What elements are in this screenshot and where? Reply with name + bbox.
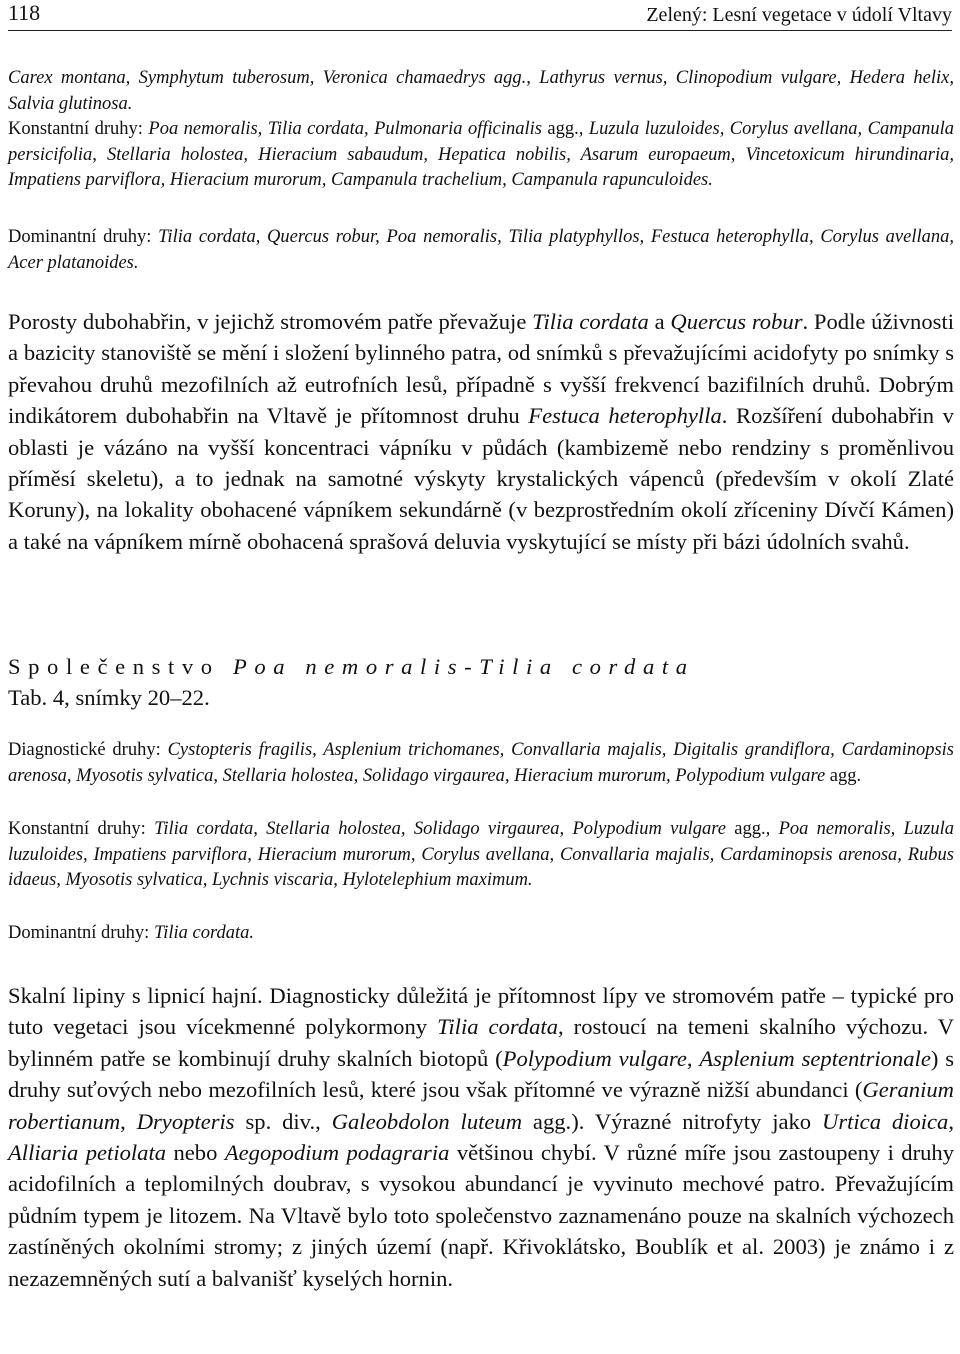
- constant-species-names: Tilia cordata, Stellaria holostea, Solidago virgaurea, Polypodium vulgare: [154, 819, 726, 839]
- species-name: Festuca heterophylla: [528, 403, 722, 429]
- text-run: ) s druhy suťových nebo mezofilních lesů, které jsou však přítomné ve výrazně nižší abundanci (: [8, 1045, 955, 1103]
- diagnostic-species-tail: Carex montana, Symphytum tuberosum, Veronica chamaedrys agg., Lathyrus vernus, Clinopodium vulgare, Hedera helix, Salvia glutinosa.: [8, 68, 954, 114]
- text-run: sp. div.,: [234, 1108, 332, 1134]
- dominant-species-names: Tilia cordata.: [153, 923, 254, 943]
- text-run: . Podle úživnosti a bazicity stanoviště se mění i složení bylinného patra, od snímků s převažujícími acidofyty po snímky s převahou druhů mezofilních až eutrofních lesů, případně s vyšší frekvencí bazifilních druhů. Dobrým indikátorem dubohabřin na Vltavě je přítomnost druhu: [8, 309, 954, 429]
- text-run: agg.). Výrazné nitrofyty jako: [522, 1108, 822, 1134]
- constant-species-names-more: , Luzula luzuloides, Corylus avellana, Campanula persicifolia, Stellaria holostea, Hieracium sabaudum, Hepatica nobilis, Asarum europaeum, Vincetoxicum hirundinaria, Impatiens parviflora, Hieracium murorum, Campanula trachelium, Campanula rapunculoides.: [8, 119, 954, 191]
- agg-abbrev: agg.: [825, 765, 862, 786]
- species-name: Quercus robur: [670, 309, 803, 334]
- text-run: . Rozšíření dubohabřin v oblasti je vázáno na vyšší koncentraci vápníku v půdách (kambizemě nebo rendziny s proměnlivou příměsí skeletu), a to jednak na samotné výskyty krystalických vápenců (především v okolí Zlaté Koruny), na lokality obohacené vápníkem sekundárně (v bezprostředním okolí zříceniny Dívčí Kámen) a také na vápníkem mírně obohacená sprašová deluvia vyskytující se místy při bázi údolních svahů.: [8, 403, 954, 554]
- section-title-italic: Poa nemoralis-Tilia cordata: [232, 654, 695, 679]
- species-name: Asplenium septentrionale: [699, 1045, 931, 1071]
- page-header: [8, 0, 952, 31]
- running-title: Zelený: Lesní vegetace v údolí Vltavy: [646, 4, 952, 26]
- text-run: nebo: [166, 1140, 225, 1166]
- text-run: ,: [948, 1108, 955, 1134]
- page-number: 118: [8, 0, 41, 25]
- species-name: Galeobdolon luteum: [331, 1108, 523, 1134]
- dominant-species-list: [8, 225, 954, 276]
- dominant-species-list-2: [8, 921, 954, 947]
- section-heading: [8, 654, 954, 680]
- constant-species-label: Konstantní druhy:: [8, 819, 146, 839]
- species-name: Geranium robertianum: [8, 1077, 954, 1134]
- dominant-species-names: Tilia cordata, Quercus robur, Poa nemoralis, Tilia platyphyllos, Festuca heterophylla, Corylus avellana, Acer platanoides.: [8, 227, 954, 273]
- section-title: Společenstvo: [8, 654, 233, 679]
- body-paragraph-rock-lime: [8, 980, 954, 1294]
- text-run: Porosty dubohabřin, v jejichž stromovém patře převažuje: [8, 309, 533, 334]
- body-paragraph-oak-hornbeam: [8, 306, 954, 557]
- species-name: Tilia cordata: [437, 1014, 558, 1040]
- text-run: Skalní lipiny s lipnicí hajní. Diagnosticky důležitá je přítomnost lípy ve stromovém patře – typické pro tuto vegetaci jsou vícekmenné polykormony: [8, 983, 954, 1040]
- species-name: Polypodium vulgare: [502, 1045, 687, 1071]
- constant-species-label: Konstantní druhy:: [8, 119, 143, 139]
- text-run: většinou chybí. V různé míře jsou zastoupeny i druhy acidofilních a teplomilných doubrav, s vysokou abundancí je vyvinuto mechové patro. Převažujícím půdním typem je litozem. Na Vltavě bylo toto společenstvo zaznamenáno pouze na skalních výchozech zastíněných okolními stromy; z jiných území (např. Křivoklátsko, Boublík et al. 2003) je známo i z nezazemněných sutí a balvanišť kyselých hornin.: [8, 1140, 954, 1291]
- species-name: Dryopteris: [136, 1108, 235, 1134]
- species-name: Tilia cordata: [532, 309, 649, 334]
- species-name: Urtica dioica: [822, 1108, 949, 1134]
- table-reference: Tab. 4, snímky 20–22.: [8, 685, 210, 710]
- text-run: ,: [686, 1045, 700, 1071]
- dominant-species-label: Dominantní druhy:: [8, 227, 152, 247]
- agg-abbrev: agg.: [725, 819, 766, 839]
- species-name: Alliaria petiolata: [8, 1140, 167, 1166]
- diagnostic-species-list: [8, 738, 954, 789]
- constant-species-list: [8, 117, 954, 194]
- constant-species-names-more: , Poa nemoralis, Luzula luzuloides, Impatiens parviflora, Hieracium murorum, Corylus avellana, Convallaria majalis, Cardaminopsis arenosa, Rubus idaeus, Myosotis sylvatica, Lychnis viscaria, Hylotelephium maximum.: [8, 819, 954, 891]
- species-list-continued: [8, 66, 954, 117]
- constant-species-list-2: [8, 817, 954, 894]
- agg-abbrev: agg.: [541, 119, 579, 139]
- constant-species-names: Poa nemoralis, Tilia cordata, Pulmonaria officinalis: [148, 119, 542, 139]
- text-run: ,: [120, 1108, 137, 1134]
- text-run: a: [648, 309, 671, 334]
- species-name: Aegopodium podagraria: [224, 1140, 450, 1166]
- diagnostic-species-names: Cystopteris fragilis, Asplenium trichomanes, Convallaria majalis, Digitalis grandiflora, Cardaminopsis arenosa, Myosotis sylvatica, Stellaria holostea, Solidago virgaurea, Hieracium murorum, Polypodium vulgare: [8, 740, 954, 786]
- text-run: , rostoucí na temeni skalního výchozu. V bylinném patře se kombinují druhy skalních biotopů (: [8, 1014, 955, 1071]
- diagnostic-species-label: Diagnostické druhy:: [8, 740, 161, 760]
- dominant-species-label: Dominantní druhy:: [8, 923, 150, 943]
